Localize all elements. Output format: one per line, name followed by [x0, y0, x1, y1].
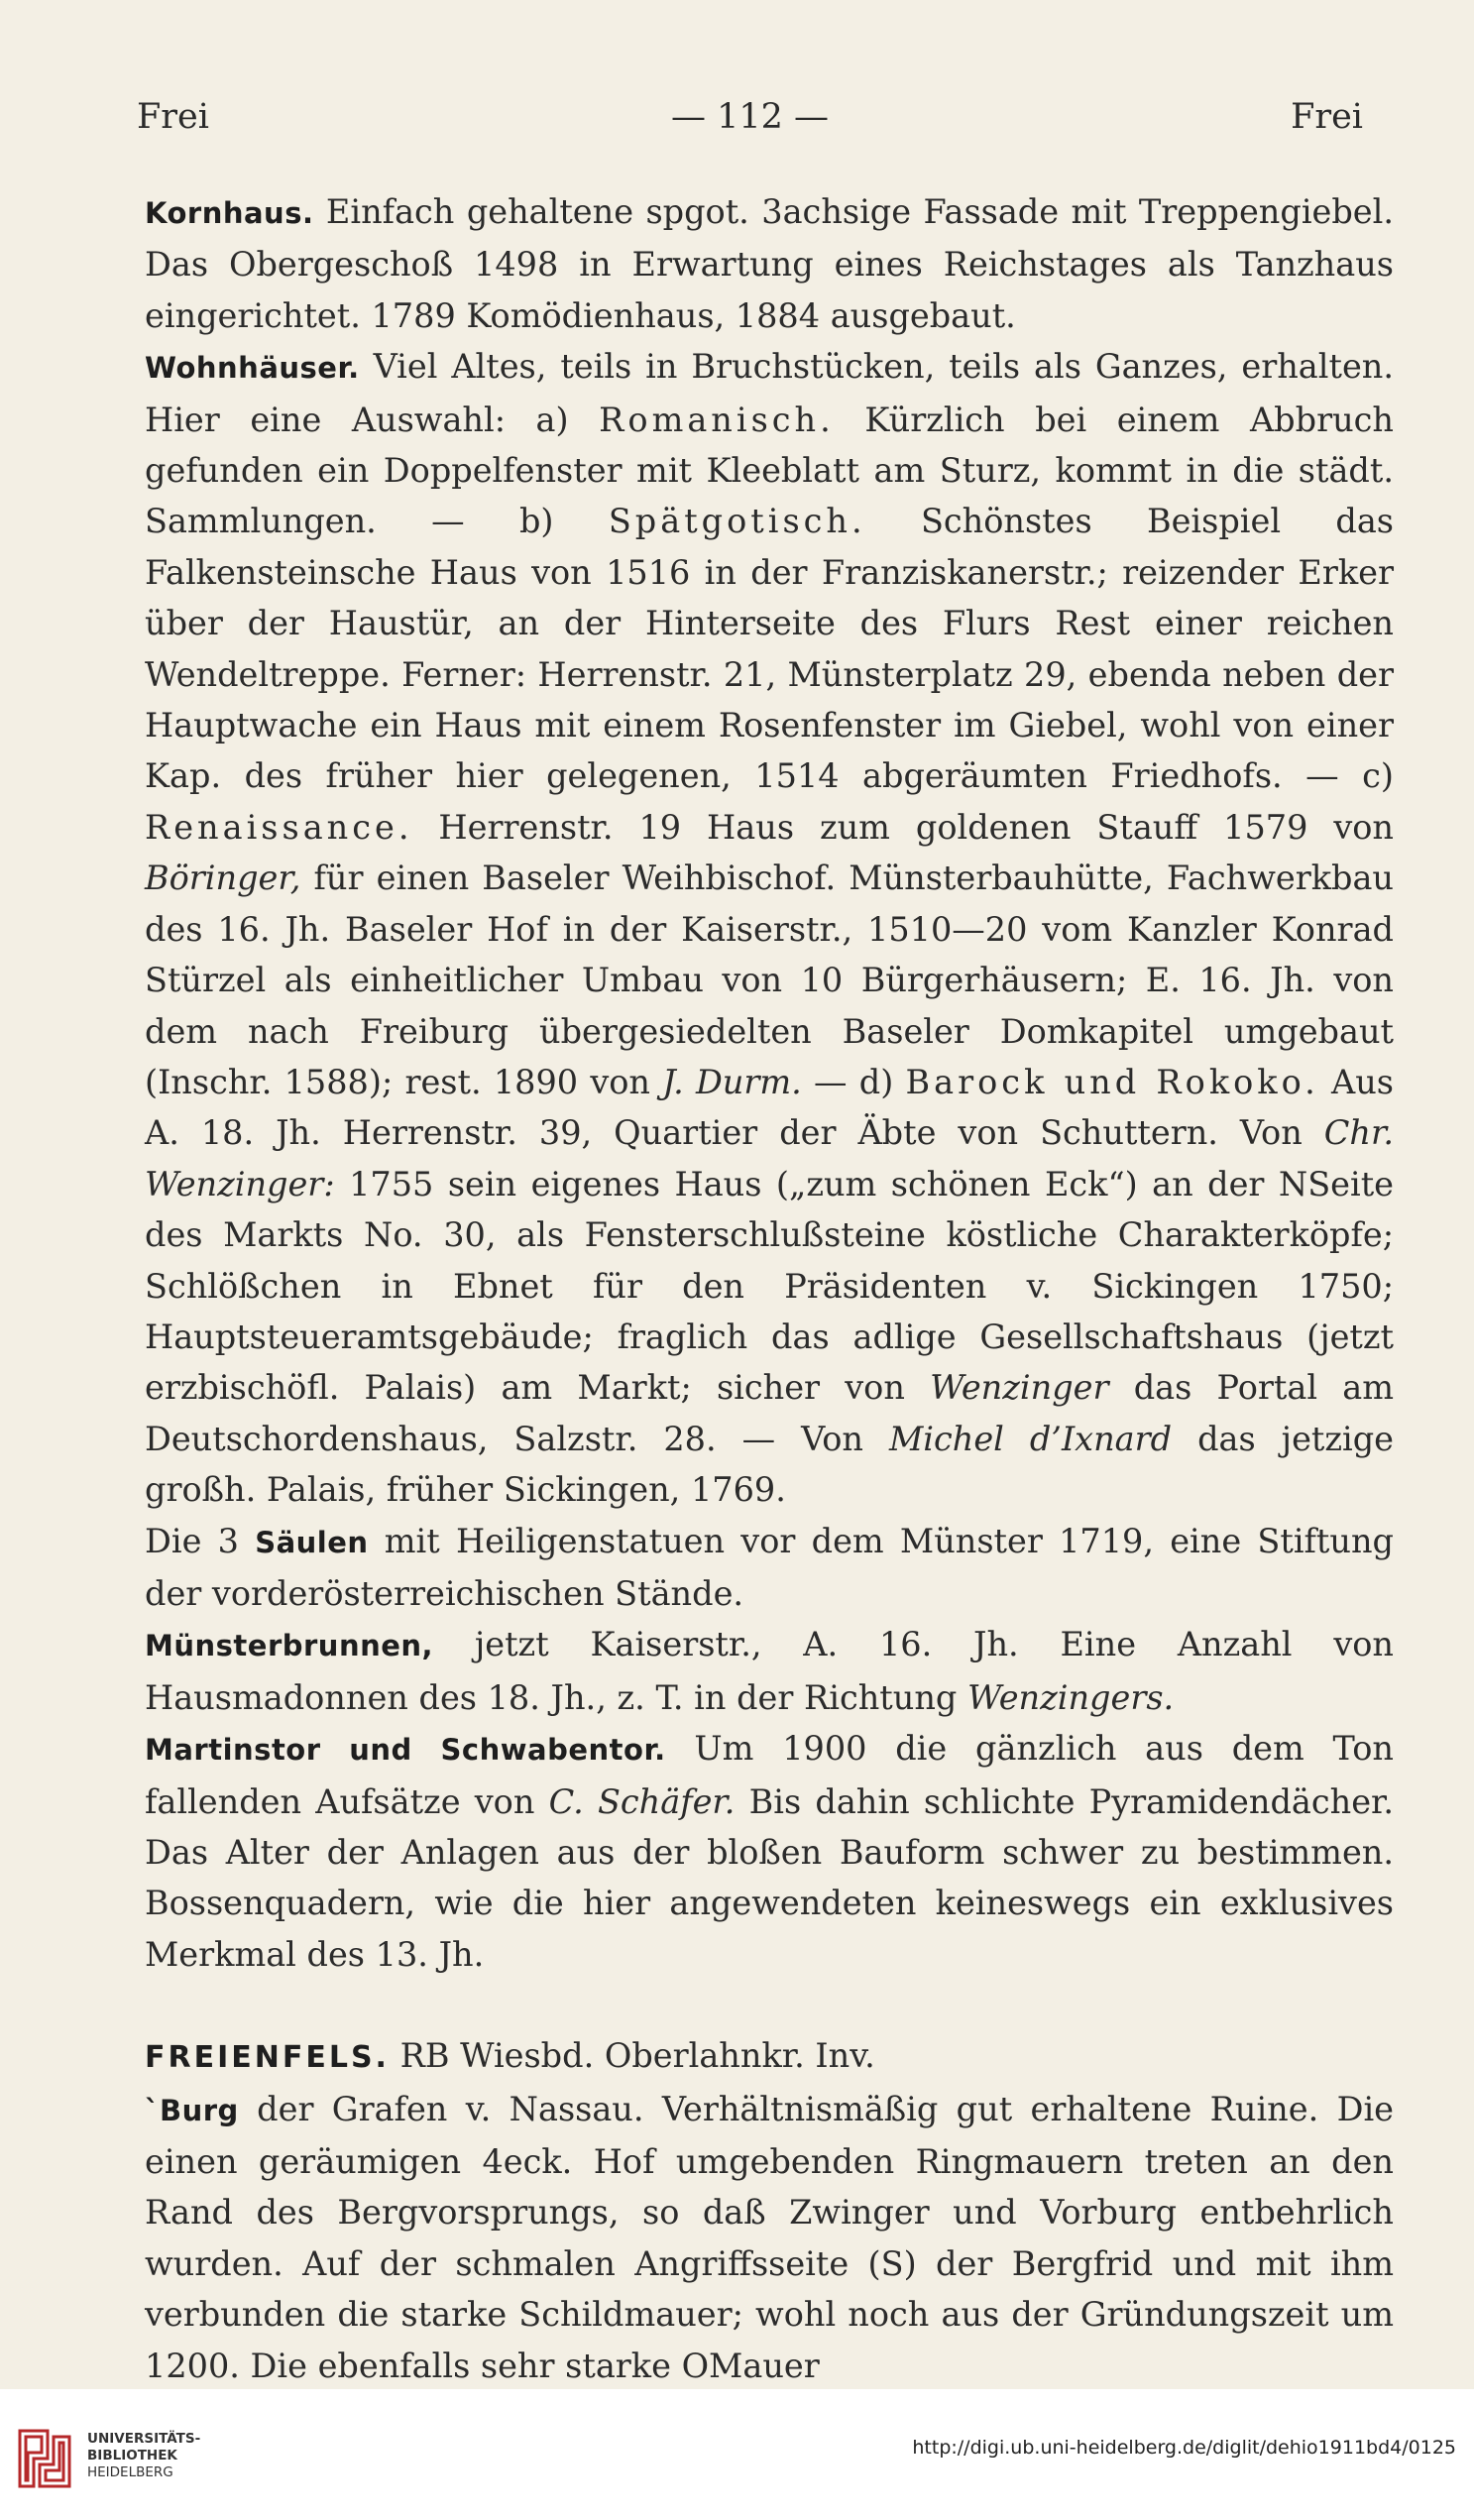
paragraph	[145, 341, 1394, 1515]
text-run: das jetzige großh. Palais, früher Sickingen, 1769.	[145, 1419, 1394, 1510]
artist-name: Michel d’Ixnard	[888, 1419, 1173, 1458]
library-name-line-2: BIBLIOTHEK	[87, 2448, 177, 2463]
artist-name: C. Schäfer.	[548, 1781, 736, 1821]
entry-keyword: Wohnhäuser.	[145, 351, 360, 386]
paragraph	[145, 2030, 1394, 2083]
running-head-right: Frei	[1291, 97, 1363, 137]
running-head	[137, 97, 1363, 147]
library-logo-icon	[14, 2423, 75, 2494]
footer-bar	[0, 2389, 1474, 2520]
style-period: Romanisch.	[599, 400, 835, 439]
text-run: Die 3	[145, 1521, 256, 1560]
artist-name: J. Durm.	[662, 1062, 802, 1101]
entry-keyword: FREIENFELS.	[145, 2040, 390, 2076]
entry-keyword: Säulen	[255, 1525, 369, 1559]
text-run: Aus A. 18. Jh. Herrenstr. 39, Quartier der Äbte von Schuttern. Von	[145, 1062, 1395, 1153]
entry-keyword: Kornhaus.	[145, 196, 314, 230]
text-run: für einen Baseler Weihbischof. Münsterbauhütte, Fachwerkbau des 16. Jh. Baseler Hof in der Kaiserstr., 1510—20 vom Kanzler Konrad Stürzel als einheitlicher Umbau von 10 Bürgerhäusern; E. 16. Jh. von dem nach Freiburg übergesiedelten Baseler Domkapitel umgebaut (Inschr. 1588); rest. 1890 von	[145, 859, 1394, 1101]
artist-name: Böringer,	[145, 859, 301, 898]
artist-name: Wenzingers.	[967, 1677, 1175, 1717]
style-period: Renaissance.	[145, 807, 413, 847]
running-head-left: Frei	[137, 97, 209, 137]
text-run: Einfach gehaltene spgot. 3achsige Fassade mit Treppengiebel. Das Obergeschoß 1498 in Erwartung eines Reichstages als Tanzhaus eingerichtet. 1789 Komödienhaus, 1884 ausgebaut.	[145, 192, 1394, 335]
text-run: — d)	[801, 1062, 906, 1101]
text-run: Bis dahin schlichte Pyramidendächer. Das Alter der Anlagen aus der bloßen Bauform schwer zu bestimmen. Bossenquadern, wie die hier angewendeten keineswegs ein exklusives Merkmal des 13. Jh.	[145, 1781, 1395, 1974]
text-run: das Portal am Deutschordenshaus, Salzstr. 28. — Von	[145, 1368, 1395, 1458]
paragraph	[145, 2084, 1394, 2391]
body-text	[145, 186, 1394, 2391]
style-period: Barock und Rokoko.	[905, 1062, 1319, 1101]
paragraph	[145, 186, 1394, 341]
text-run: mit Heiligenstatuen vor dem Münster 1719, eine Stiftung der vorderösterreichischen Stände.	[145, 1521, 1394, 1613]
text-run: Kürzlich bei einem Abbruch gefunden ein Doppelfenster mit Kleeblatt am Sturz, kommt in die städt. Sammlungen. — b)	[145, 400, 1395, 541]
artist-name: Wenzinger	[930, 1368, 1109, 1408]
entry-keyword: Martinstor und Schwabentor.	[145, 1733, 666, 1768]
style-period: Spätgotisch.	[608, 502, 866, 541]
paragraph	[145, 1619, 1394, 1723]
paragraph	[145, 1723, 1394, 1980]
entry-keyword: `Burg	[145, 2093, 239, 2127]
text-run: 1755 sein eigenes Haus („zum schönen Eck“) an der NSeite des Markts No. 30, als Fensterschlußsteine köstliche Charakterköpfe; Schlößchen in Ebnet für den Präsidenten v. Sickingen 1750; Hauptsteueramtsgebäude; fraglich das adlige Gesellschaftshaus (jetzt erzbischöfl. Palais) am Markt; sicher von	[145, 1164, 1394, 1408]
library-name	[87, 2431, 200, 2481]
text-run: jetzt Kaiserstr., A. 16. Jh. Eine Anzahl von Hausmadonnen des 18. Jh., z. T. in der Richtung	[145, 1625, 1394, 1717]
library-name-line-3: HEIDELBERG	[87, 2464, 173, 2480]
text-run: Viel Altes, teils in Bruchstücken, teils als Ganzes, erhalten. Hier eine Auswahl: a)	[145, 347, 1394, 439]
text-run: RB Wiesbd. Oberlahnkr. Inv.	[389, 2036, 875, 2076]
text-run: Herrenstr. 19 Haus zum goldenen Stauff 1579 von	[412, 807, 1394, 847]
page-number: — 112 —	[670, 97, 830, 137]
text-run: der Grafen v. Nassau. Verhältnismäßig gut erhaltene Ruine. Die einen geräumigen 4eck. Hof umgebenden Ringmauern treten an den Rand des Bergvorsprungs, so daß Zwinger und Vorburg entbehrlich wurden. Auf der schmalen Angriffsseite (S) der Bergfrid und mit ihm verbunden die starke Schildmauer; wohl noch aus der Gründungszeit um 1200. Die ebenfalls sehr starke OMauer	[145, 2089, 1394, 2385]
source-url-link[interactable]: http://digi.ub.uni-heidelberg.de/diglit/dehio1911bd4/0125	[912, 2437, 1456, 2459]
text-run: Schönstes Beispiel das Falkensteinsche Haus von 1516 in der Franziskanerstr.; reizender Erker über der Haustür, an der Hinterseite des Flurs Rest einer reichen Wendeltreppe. Ferner: Herrenstr. 21, Münsterplatz 29, ebenda neben der Hauptwache ein Haus mit einem Rosenfenster im Giebel, wohl von einer Kap. des früher hier gelegenen, 1514 abgeräumten Friedhofs. — c)	[145, 502, 1394, 796]
artist-name: Chr. Wenzinger:	[145, 1113, 1394, 1203]
library-name-line-1: UNIVERSITÄTS-	[87, 2431, 201, 2447]
paragraph	[145, 1516, 1394, 1620]
entry-keyword: Münsterbrunnen,	[145, 1629, 434, 1663]
text-run: Um 1900 die gänzlich aus dem Ton fallenden Aufsätze von	[145, 1729, 1394, 1821]
